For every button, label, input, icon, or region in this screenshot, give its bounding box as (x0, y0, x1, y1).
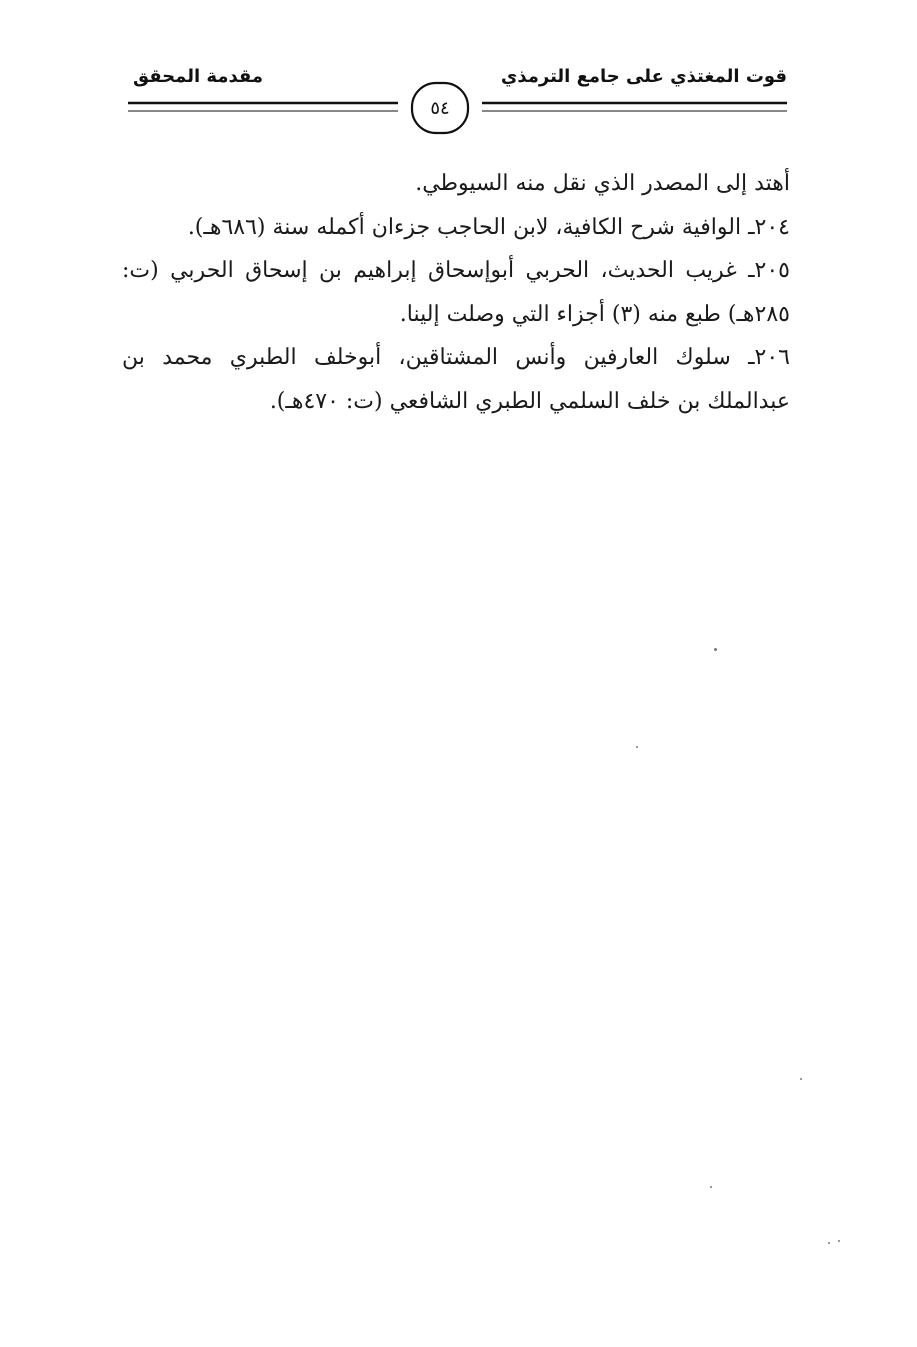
entry-text: ـ الوافية شرح الكافية، لابن الحاجب جزءان أكمله سنة (٦٨٦هـ). (187, 214, 755, 240)
scan-speck (714, 648, 717, 651)
entry-206 (122, 336, 790, 423)
scan-speck (636, 746, 638, 748)
scan-speck (800, 1078, 802, 1080)
entry-204 (122, 206, 790, 250)
book-title: قوت المغتذي على جامع الترمذي (500, 66, 787, 87)
section-title: مقدمة المحقق (133, 66, 263, 87)
page-number: ٥٤ (430, 97, 450, 119)
entry-text: ـ سلوك العارفين وأنس المشتاقين، أبوخلف الطبري محمد بن عبدالملك بن خلف السلمي الطبري الشافعي (ت: ٤٧٠هـ). (122, 345, 790, 414)
entry-205 (122, 249, 790, 336)
scan-speck (828, 1242, 830, 1244)
page-body (122, 162, 790, 424)
page-header (0, 0, 917, 150)
entry-number: ٢٠٦ (754, 345, 790, 371)
entry-number: ٢٠٤ (754, 214, 790, 240)
entry-number: ٢٠٥ (754, 258, 790, 284)
continuation-paragraph: أهتد إلى المصدر الذي نقل منه السيوطي. (415, 171, 790, 196)
scan-speck (838, 1240, 840, 1242)
scan-speck (710, 1186, 712, 1188)
entry-text: ـ غريب الحديث، الحربي أبوإسحاق إبراهيم بن إسحاق الحربي (ت: ٢٨٥هـ) طبع منه (٣) أجزاء التي وصلت إلينا. (122, 258, 790, 327)
